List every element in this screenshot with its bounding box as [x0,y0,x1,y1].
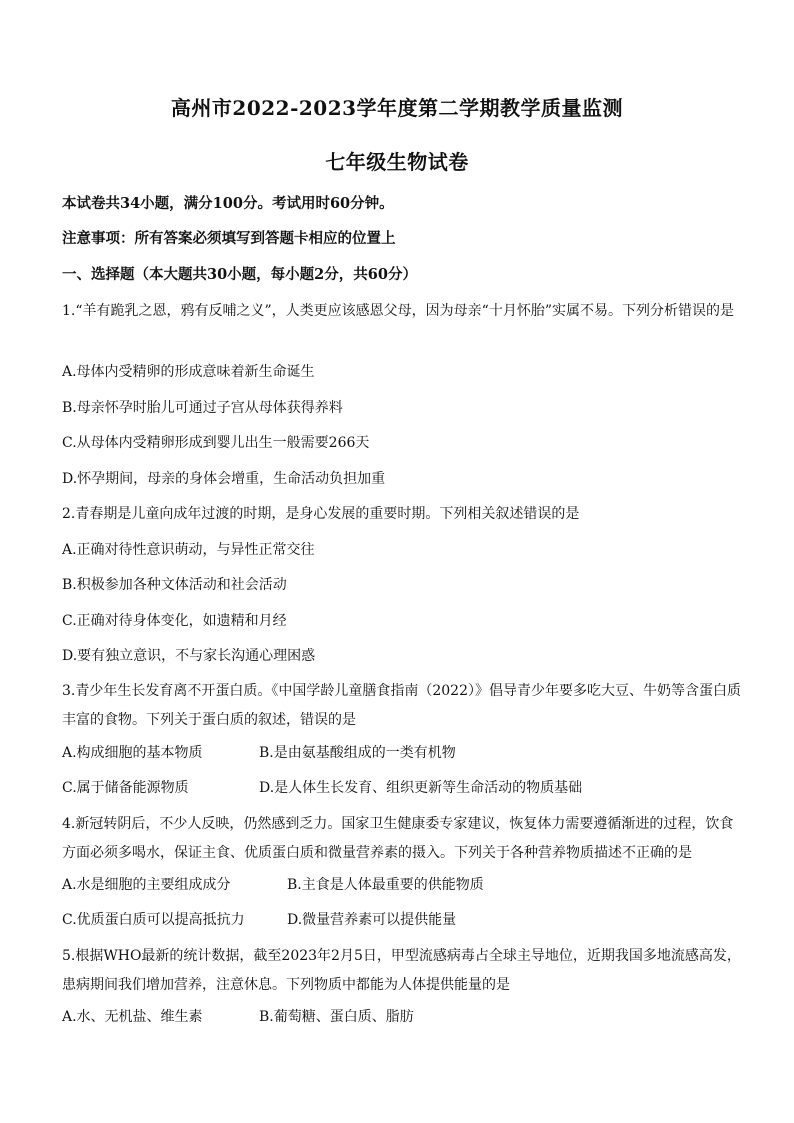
question-2-option-c: C.正确对待身体变化，如遗精和月经 [62,613,287,629]
exam-subtitle: 七年级生物试卷 [325,150,469,174]
exam-title: 高州市2022-2023学年度第二学期教学质量监测 [170,96,624,120]
question-1-stem: 1.“羊有跪乳之恩，鸦有反哺之义”，人类更应该感恩父母，因为母亲“十月怀胎”实属不易。下列分析错误的是 [62,303,734,319]
question-4-option-b: B.主食是人体最重要的供能物质 [287,877,484,893]
question-5-option-a: A.水、无机盐、维生素 [62,1009,203,1025]
question-3-stem: 3.青少年生长发育离不开蛋白质。《中国学龄儿童膳食指南（2022）》倡导青少年要多吃大豆、牛奶等含蛋白质丰富的食物。下列关于蛋白质的叙述，错误的是 [62,683,741,728]
question-1-option-d: D.怀孕期间，母亲的身体会增重，生命活动负担加重 [62,471,386,487]
question-3-option-c: C.属于储备能源物质 [62,780,189,796]
section-heading: 一、选择题（本大题共30小题，每小题2分，共60分） [62,266,417,283]
question-3-option-d: D.是人体生长发育、组织更新等生命活动的物质基础 [259,780,583,796]
question-4-option-a: A.水是细胞的主要组成成分 [62,877,231,893]
question-1-option-a: A.母体内受精卵的形成意味着新生命诞生 [62,364,315,380]
question-4-option-d: D.微量营养素可以提供能量 [287,912,457,928]
question-3-option-a: A.构成细胞的基本物质 [62,745,203,761]
question-1-option-c: C.从母体内受精卵形成到婴儿出生一般需要266天 [62,435,370,451]
question-4-option-c: C.优质蛋白质可以提高抵抗力 [62,912,245,928]
question-2-stem: 2.青春期是儿童向成年过渡的时期，是身心发展的重要时期。下列相关叙述错误的是 [62,506,580,522]
question-5-option-b: B.葡萄糖、蛋白质、脂肪 [259,1009,414,1025]
question-1-option-b: B.母亲怀孕时胎儿可通过子宫从母体获得养料 [62,400,343,416]
question-2-option-a: A.正确对待性意识萌动，与异性正常交往 [62,542,315,558]
question-4-stem: 4.新冠转阴后，不少人反映，仍然感到乏力。国家卫生健康委专家建议，恢复体力需要遵循渐进的过程，饮食方面必须多喝水，保证主食、优质蛋白质和微量营养素的摄入。下列关于各种营养物质描述不正确的是 [62,816,734,861]
exam-instructions: 本试卷共34小题，满分100分。考试用时60分钟。 [62,195,394,212]
question-2-option-d: D.要有独立意识，不与家长沟通心理困惑 [62,648,316,664]
question-3-option-b: B.是由氨基酸组成的一类有机物 [259,745,456,761]
exam-notice: 注意事项：所有答案必须填写到答题卡相应的位置上 [62,230,396,247]
question-5-stem: 5.根据WHO最新的统计数据，截至2023年2月5日，甲型流感病毒占全球主导地位，近期我国多地流感高发，患病期间我们增加营养，注意休息。下列物质中都能为人体提供能量的是 [62,948,741,993]
question-2-option-b: B.积极参加各种文体活动和社会活动 [62,577,287,593]
